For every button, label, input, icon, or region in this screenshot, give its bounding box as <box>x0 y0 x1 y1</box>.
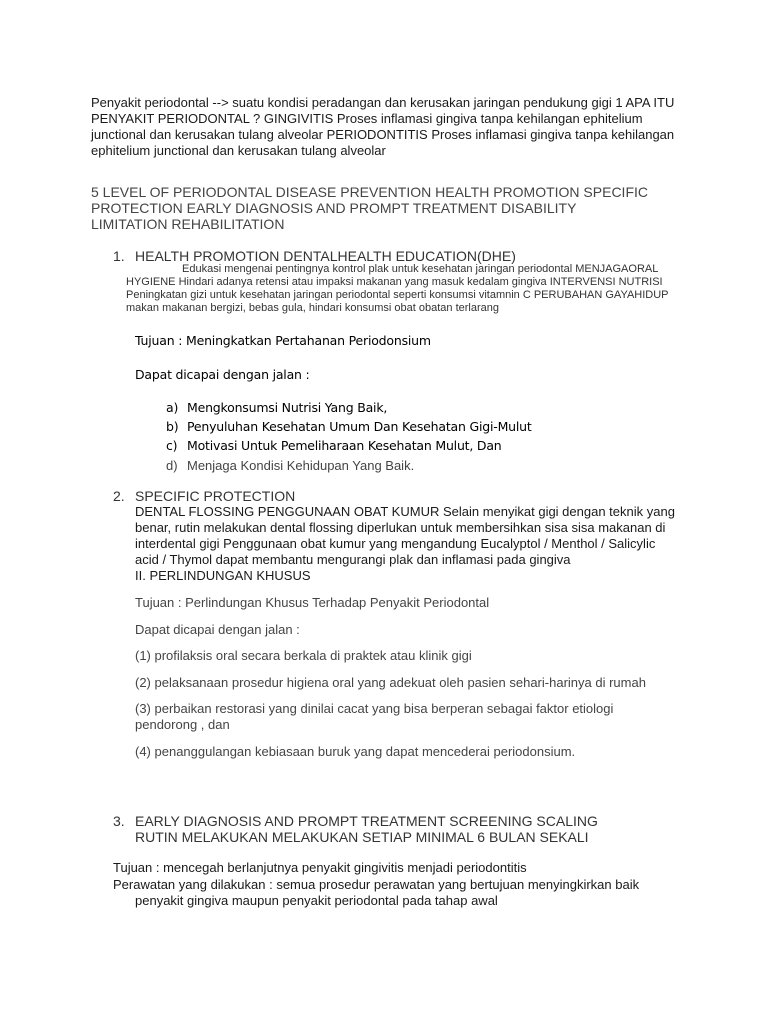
section2-number: 2. <box>113 488 125 504</box>
list-item-text: Motivasi Untuk Pemeliharaan Kesehatan Mulut, Dan <box>187 438 502 453</box>
list-item-marker: d) <box>166 458 178 473</box>
section1-dapat: Dapat dicapai dengan jalan : <box>135 367 310 382</box>
section1-tujuan: Tujuan : Meningkatkan Pertahanan Periodonsium <box>135 333 431 348</box>
section3-number: 3. <box>113 813 125 829</box>
section2-item-2: (2) pelaksanaan prosedur higiena oral yang adekuat oleh pasien sehari-harinya di rumah <box>135 675 646 690</box>
section2-body: DENTAL FLOSSING PENGGUNAAN OBAT KUMUR Selain menyikat gigi dengan teknik yang benar, rutin melakukan dental flossing diperlukan untuk membersihkan sisa sisa makanan di interdental gigi Penggunaan obat kumur yang mengandung Eucalyptol / Menthol / Salicylic acid / Thymol dapat membantu mengurangi plak dan inflamasi pada gingiva <box>135 504 675 567</box>
section1-heading: HEALTH PROMOTION DENTALHEALTH EDUCATION(DHE) <box>135 248 516 264</box>
section3-heading: EARLY DIAGNOSIS AND PROMPT TREATMENT SCREENING SCALING RUTIN MELAKUKAN MELAKUKAN SETIAP MINIMAL 6 BULAN SEKALI <box>135 813 598 845</box>
section2-item-4: (4) penanggulangan kebiasaan buruk yang dapat mencederai periodonsium. <box>135 744 576 759</box>
list-item-marker: c) <box>166 438 178 453</box>
list-item-marker: b) <box>166 419 179 434</box>
list-item-text: Penyuluhan Kesehatan Umum Dan Kesehatan Gigi-Mulut <box>187 419 532 434</box>
levels-heading: 5 LEVEL OF PERIODONTAL DISEASE PREVENTION HEALTH PROMOTION SPECIFIC PROTECTION EARLY DIAGNOSIS AND PROMPT TREATMENT DISABILITY LIMITATION REHABILITATION <box>91 184 648 232</box>
section2-tujuan: Tujuan : Perlindungan Khusus Terhadap Penyakit Periodontal <box>135 595 490 610</box>
section1-number: 1. <box>113 248 125 264</box>
list-item-text: Mengkonsumsi Nutrisi Yang Baik, <box>187 400 388 415</box>
section3-perawatan: Perawatan yang dilakukan : semua prosedur perawatan yang bertujuan menyingkirkan baik penyakit gingiva maupun penyakit periodontal pada tahap awal <box>113 877 640 908</box>
section2-item-1: (1) profilaksis oral secara berkala di praktek atau klinik gigi <box>135 648 472 663</box>
section2-heading: SPECIFIC PROTECTION <box>135 488 296 504</box>
section1-detail: Edukasi mengenai pentingnya kontrol plak untuk kesehatan jaringan periodontal MENJAGAORAL HYGIENE Hindari adanya retensi atau impaksi makanan yang masuk kedalam gingiva INTERVENSI NUTRISI Peningkatan gizi untuk kesehatan jaringan periodontal seperti konsumsi vitamnin C PERUBAHAN GAYAHIDUP makan makanan bergizi, bebas gula, hindari konsumsi obat obatan terlarang <box>126 263 669 314</box>
list-item-marker: a) <box>166 400 179 415</box>
section3-tujuan: Tujuan : mencegah berlanjutnya penyakit gingivitis menjadi periodontitis <box>113 860 527 875</box>
intro-paragraph: Penyakit periodontal --> suatu kondisi peradangan dan kerusakan jaringan pendukung gigi 1 APA ITU PENYAKIT PERIODONTAL ? GINGIVITIS Proses inflamasi gingiva tanpa kehilangan ephitelium junctional dan kerusakan tulang alveolar PERIODONTITIS Proses inflamasi gingiva tanpa kehilangan ephitelium junctional dan kerusakan tulang alveolar <box>91 95 675 158</box>
list-item-text: Menjaga Kondisi Kehidupan Yang Baik. <box>187 458 415 473</box>
section2-subheading: II. PERLINDUNGAN KHUSUS <box>135 568 311 583</box>
section2-item-3: (3) perbaikan restorasi yang dinilai cacat yang bisa berperan sebagai faktor etiologi pendorong , dan <box>135 701 614 732</box>
section2-dapat: Dapat dicapai dengan jalan : <box>135 622 300 637</box>
